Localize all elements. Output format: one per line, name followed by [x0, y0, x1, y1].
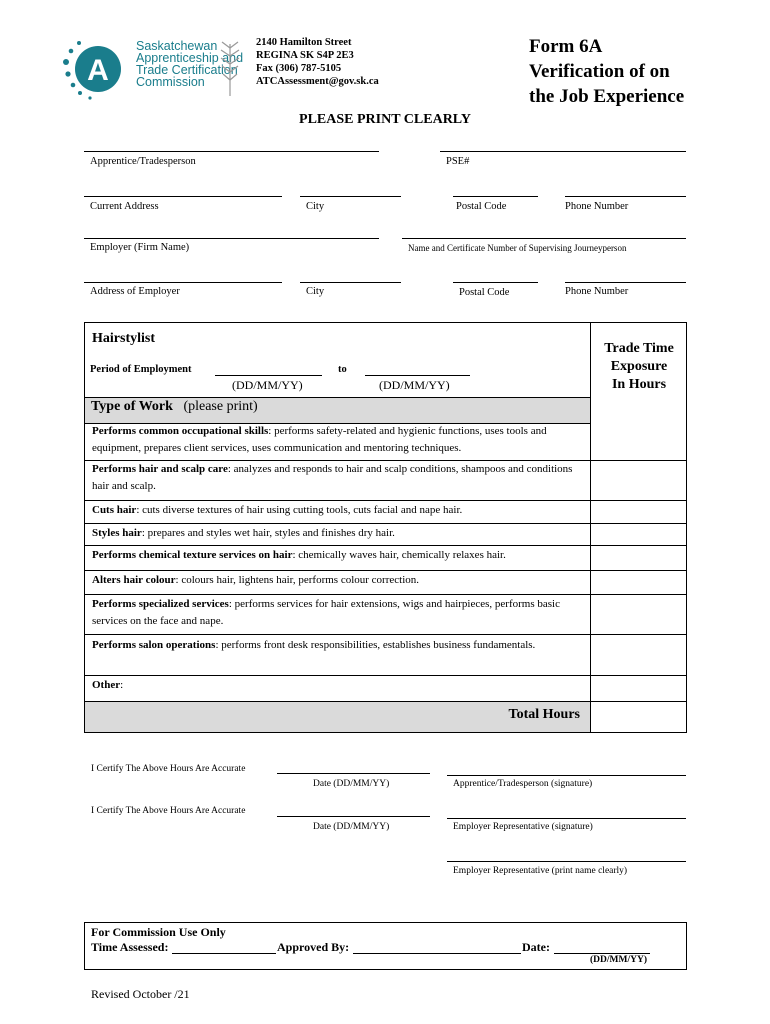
task-name: Alters hair colour	[92, 574, 176, 586]
row-divider	[84, 500, 687, 501]
supervisor-field[interactable]	[402, 238, 686, 239]
apprentice-label: Apprentice/Tradesperson	[90, 156, 196, 167]
please-print-label: (please print)	[183, 399, 258, 414]
task-description: : prepares and styles wet hair, styles and finishes dry hair.	[141, 527, 395, 539]
email: ATCAssessment@gov.sk.ca	[256, 76, 379, 87]
commission-date-field[interactable]	[554, 953, 650, 954]
employer-phone-field[interactable]	[565, 282, 686, 283]
trade-time-header	[591, 340, 687, 394]
task-description: : performs front desk responsibilities, establishes business fundamentals.	[215, 639, 536, 651]
certify-statement-1: I Certify The Above Hours Are Accurate	[91, 764, 246, 774]
employer-print-name-label: Employer Representative (print name clearly)	[453, 866, 628, 876]
to-label: to	[338, 364, 347, 375]
header-line: Exposure	[610, 359, 668, 374]
row-divider	[84, 523, 687, 524]
phone-number-field[interactable]	[565, 196, 686, 197]
employer-city-label: City	[306, 286, 325, 297]
city-postal: REGINA SK S4P 2E3	[256, 50, 354, 61]
task-row	[92, 461, 587, 495]
date-format-start: (DD/MM/YY)	[232, 378, 303, 392]
form-title-line: Verification of on	[529, 61, 670, 82]
employer-address-field[interactable]	[84, 282, 282, 283]
time-assessed-field[interactable]	[172, 953, 276, 954]
current-address-field[interactable]	[84, 196, 282, 197]
pse-label: PSE#	[446, 156, 470, 167]
task-row	[92, 525, 587, 542]
row-divider	[84, 570, 687, 571]
city-field[interactable]	[300, 196, 401, 197]
task-description: : performs safety-related and hygienic functions, uses tools and equipment, prepares client services, uses communication and mentoring techniques.	[92, 425, 547, 454]
task-description: :	[120, 679, 124, 691]
commission-date-label: Date:	[522, 940, 550, 954]
employer-signature-field[interactable]	[447, 818, 686, 819]
date-field-1[interactable]	[277, 773, 430, 774]
task-name: Performs common occupational skills	[92, 425, 269, 437]
task-description: : performs services for hair extensions, wigs and hairpieces, performs basic services on the face and nape.	[92, 598, 560, 627]
time-assessed-label: Time Assessed:	[91, 940, 169, 954]
task-description: : cuts diverse textures of hair using cutting tools, cuts facial and nape hair.	[136, 504, 463, 516]
header-line: Trade Time	[604, 341, 674, 356]
task-description: : colours hair, lightens hair, performs colour correction.	[175, 574, 420, 586]
employer-print-name-field[interactable]	[447, 861, 686, 862]
task-name: Performs chemical texture services on hair	[92, 549, 293, 561]
employer-postal-label: Postal Code	[459, 287, 510, 298]
org-line: Trade Certification	[136, 63, 238, 77]
task-row	[92, 502, 587, 519]
approved-by-label: Approved By:	[277, 940, 350, 954]
employer-postal-field[interactable]	[453, 282, 538, 283]
employer-label: Employer (Firm Name)	[90, 242, 190, 253]
org-line: Commission	[136, 75, 205, 89]
employer-field[interactable]	[84, 238, 379, 239]
total-hours-label: Total Hours	[508, 707, 580, 722]
supervisor-label: Name and Certificate Number of Supervising Journeyperson	[408, 243, 627, 253]
commission-date-format: (DD/MM/YY)	[590, 955, 647, 965]
task-name: Other	[92, 679, 121, 691]
employer-city-field[interactable]	[300, 282, 401, 283]
revision-note: Revised October /21	[91, 987, 190, 1001]
employer-address-label: Address of Employer	[90, 286, 180, 297]
type-of-work-heading	[91, 399, 258, 415]
task-row	[92, 423, 587, 457]
task-row	[92, 637, 587, 654]
row-divider	[84, 675, 687, 676]
current-address-label: Current Address	[90, 201, 159, 212]
svg-text:A: A	[87, 54, 109, 87]
form-number: Form 6A	[529, 36, 603, 57]
row-divider	[84, 701, 687, 702]
task-description: : chemically waves hair, chemically relaxes hair.	[292, 549, 506, 561]
date-label-2: Date (DD/MM/YY)	[313, 822, 390, 832]
task-name: Styles hair	[92, 527, 142, 539]
certify-statement-2: I Certify The Above Hours Are Accurate	[91, 806, 246, 816]
employer-signature-label: Employer Representative (signature)	[453, 822, 593, 832]
fax: Fax (306) 787-5105	[256, 63, 342, 74]
row-divider	[84, 594, 687, 595]
task-row	[92, 596, 587, 630]
period-label: Period of Employment	[90, 364, 192, 375]
header-line: In Hours	[611, 377, 667, 392]
form-title-line: the Job Experience	[529, 86, 685, 107]
task-description: : analyzes and responds to hair and scalp conditions, shampoos and conditions hair and scalp.	[92, 463, 573, 492]
employer-phone-label: Phone Number	[565, 286, 629, 297]
task-name: Performs salon operations	[92, 639, 216, 651]
row-divider	[84, 634, 687, 635]
org-line: Saskatchewan	[136, 39, 218, 53]
trade-name: Hairstylist	[92, 331, 155, 346]
task-name: Performs hair and scalp care	[92, 463, 228, 475]
print-clearly-heading: PLEASE PRINT CLEARLY	[299, 112, 471, 127]
contact-address	[256, 36, 379, 88]
apprentice-signature-field[interactable]	[447, 775, 686, 776]
date-field-2[interactable]	[277, 816, 430, 817]
apprentice-signature-label: Apprentice/Tradesperson (signature)	[453, 779, 593, 789]
postal-code-label: Postal Code	[456, 201, 507, 212]
org-line: Apprenticeship and	[136, 51, 244, 65]
period-start-field[interactable]	[215, 375, 322, 376]
atc-logo-icon	[58, 36, 130, 100]
logo	[58, 36, 244, 100]
type-of-work-label: Type of Work	[91, 399, 173, 414]
street: 2140 Hamilton Street	[256, 37, 352, 48]
postal-code-field[interactable]	[453, 196, 538, 197]
period-end-field[interactable]	[365, 375, 470, 376]
city-label: City	[306, 201, 325, 212]
row-divider	[84, 545, 687, 546]
approved-by-field[interactable]	[353, 953, 521, 954]
apprentice-field[interactable]	[84, 151, 379, 152]
task-name: Cuts hair	[92, 504, 137, 516]
task-name: Performs specialized services	[92, 598, 229, 610]
phone-number-label: Phone Number	[565, 201, 629, 212]
wheat-icon	[216, 38, 244, 98]
form-title	[529, 34, 684, 109]
date-label-1: Date (DD/MM/YY)	[313, 779, 390, 789]
task-row	[92, 547, 587, 564]
date-format-end: (DD/MM/YY)	[379, 378, 450, 392]
task-row	[92, 572, 587, 589]
row-divider	[84, 397, 590, 398]
pse-field[interactable]	[440, 151, 686, 152]
task-row	[92, 677, 587, 694]
commission-title: For Commission Use Only	[91, 925, 226, 939]
